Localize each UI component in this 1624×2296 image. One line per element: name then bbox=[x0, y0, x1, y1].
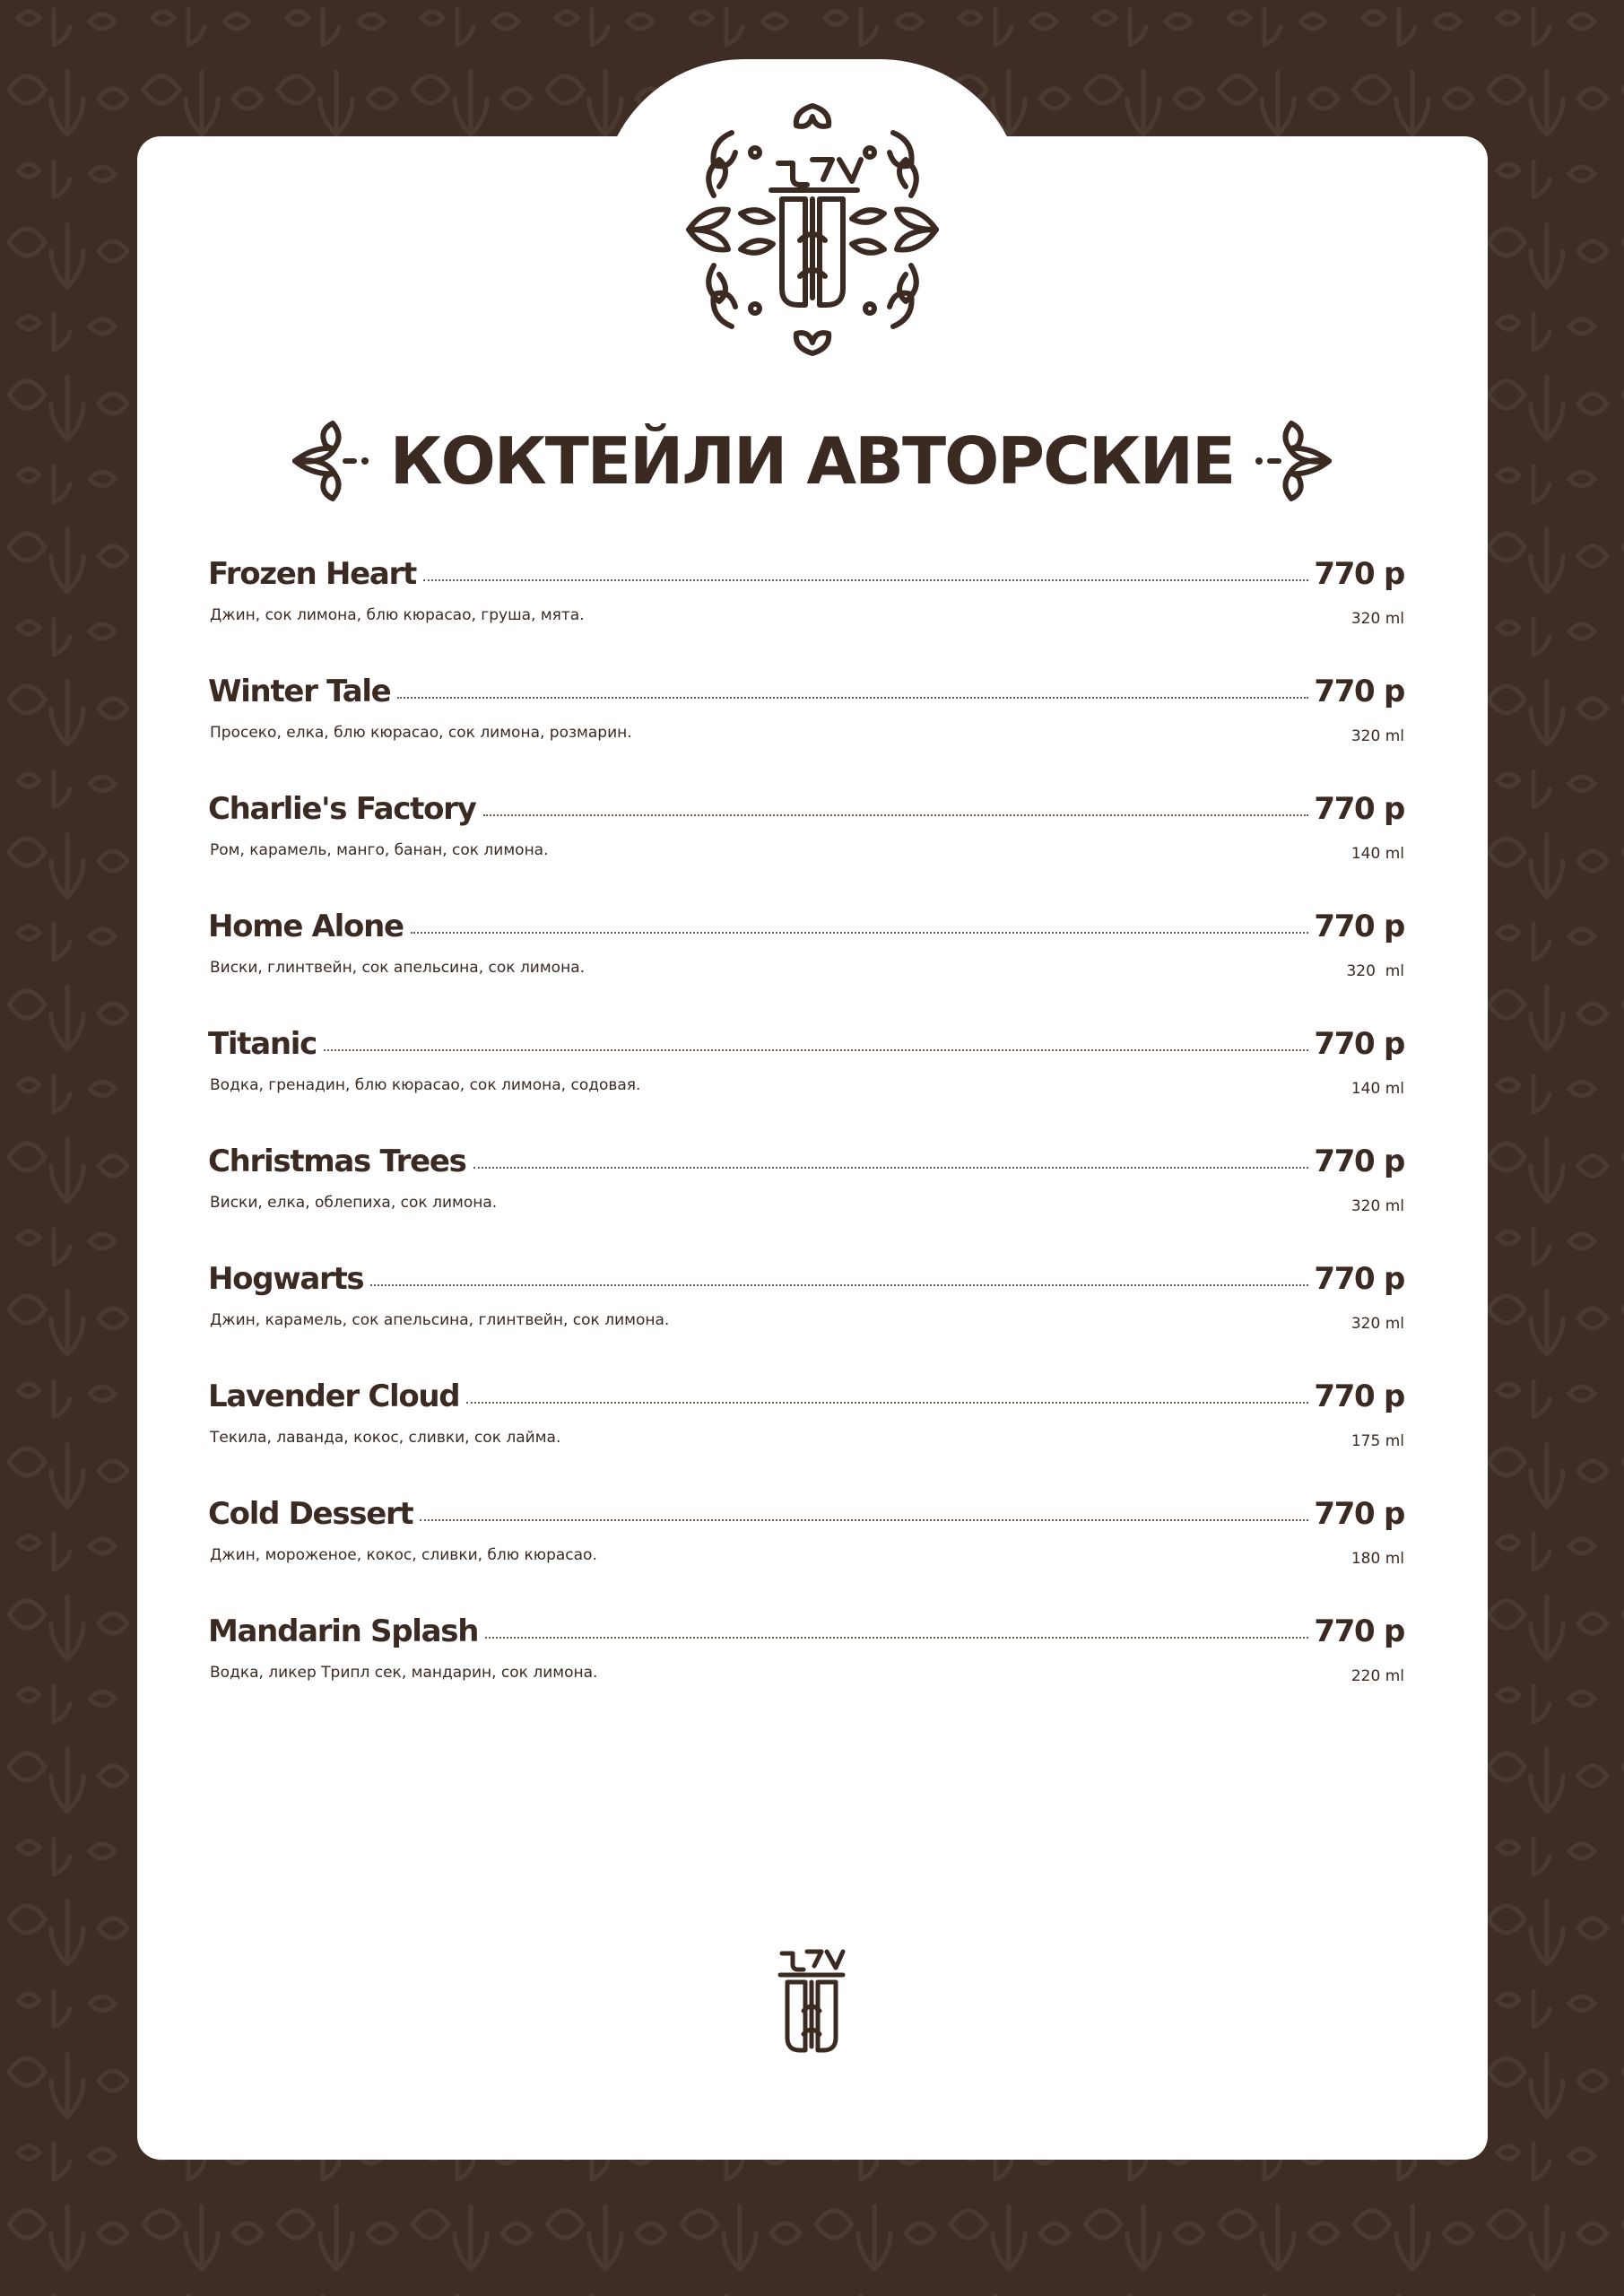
brand-emblem bbox=[678, 97, 947, 362]
item-volume: 320 ml bbox=[1350, 610, 1404, 628]
item-description: Виски, глинтвейн, сок апельсина, сок лимона. bbox=[210, 959, 586, 977]
item-price: 770 р bbox=[1314, 1613, 1404, 1649]
item-volume: 140 ml bbox=[1350, 845, 1404, 863]
menu-list bbox=[208, 556, 1404, 1731]
item-price: 770 р bbox=[1314, 556, 1404, 592]
item-name: Frozen Heart bbox=[208, 556, 416, 592]
item-volume: 180 ml bbox=[1350, 1550, 1404, 1568]
dotted-leader bbox=[466, 1401, 1308, 1404]
dotted-leader bbox=[324, 1048, 1308, 1051]
dotted-leader bbox=[473, 1166, 1309, 1169]
menu-item bbox=[208, 909, 1404, 1026]
item-name: Home Alone bbox=[208, 909, 404, 944]
item-name: Christmas Trees bbox=[208, 1144, 466, 1179]
item-name: Cold Dessert bbox=[208, 1496, 413, 1532]
ornament-icon bbox=[290, 414, 370, 508]
item-description: Виски, елка, облепиха, сок лимона. bbox=[210, 1194, 498, 1212]
menu-item bbox=[208, 1144, 1404, 1261]
ornament-icon bbox=[1254, 414, 1334, 508]
item-price: 770 р bbox=[1314, 791, 1404, 827]
dotted-leader bbox=[370, 1283, 1308, 1286]
item-price: 770 р bbox=[1314, 674, 1404, 709]
item-name: Lavender Cloud bbox=[208, 1378, 460, 1414]
menu-item bbox=[208, 1261, 1404, 1378]
item-price: 770 р bbox=[1314, 909, 1404, 944]
item-price: 770 р bbox=[1314, 1496, 1404, 1532]
item-description: Джин, сок лимона, блю кюрасао, груша, мята. bbox=[210, 606, 585, 624]
dotted-leader bbox=[485, 1636, 1308, 1639]
menu-item bbox=[208, 1026, 1404, 1144]
item-price: 770 р bbox=[1314, 1261, 1404, 1297]
page-title: КОКТЕЙЛИ АВТОРСКИЕ bbox=[389, 423, 1235, 499]
menu-item bbox=[208, 791, 1404, 909]
item-description: Просеко, елка, блю кюрасао, сок лимона, розмарин. bbox=[210, 724, 632, 742]
menu-item bbox=[208, 674, 1404, 791]
item-name: Winter Tale bbox=[208, 674, 391, 709]
item-description: Водка, ликер Трипл сек, мандарин, сок лимона. bbox=[210, 1664, 598, 1682]
dotted-leader bbox=[411, 931, 1309, 934]
item-description: Джин, мороженое, кокос, сливки, блю кюрасао. bbox=[210, 1546, 597, 1564]
item-volume: 320 ml bbox=[1350, 1197, 1404, 1215]
dotted-leader bbox=[420, 1518, 1308, 1521]
item-description: Текила, лаванда, кокос, сливки, сок лайма. bbox=[210, 1429, 561, 1447]
item-name: Hogwarts bbox=[208, 1261, 364, 1297]
item-price: 770 р bbox=[1314, 1144, 1404, 1179]
dotted-leader bbox=[423, 578, 1308, 581]
menu-item bbox=[208, 1378, 1404, 1496]
item-name: Titanic bbox=[208, 1026, 317, 1062]
item-volume: 320 ml bbox=[1350, 727, 1404, 745]
item-description: Ром, карамель, манго, банан, сок лимона. bbox=[210, 841, 549, 859]
item-name: Charlie's Factory bbox=[208, 791, 476, 827]
brand-monogram bbox=[777, 1948, 847, 2059]
dotted-leader bbox=[397, 696, 1308, 699]
item-description: Джин, карамель, сок апельсина, глинтвейн, сок лимона. bbox=[210, 1311, 670, 1329]
item-volume: 320 ml bbox=[1346, 962, 1404, 980]
item-price: 770 р bbox=[1314, 1026, 1404, 1062]
item-volume: 140 ml bbox=[1350, 1080, 1404, 1098]
item-volume: 175 ml bbox=[1350, 1432, 1404, 1450]
item-volume: 320 ml bbox=[1350, 1315, 1404, 1333]
menu-item bbox=[208, 556, 1404, 674]
item-price: 770 р bbox=[1314, 1378, 1404, 1414]
item-name: Mandarin Splash bbox=[208, 1613, 479, 1649]
item-volume: 220 ml bbox=[1350, 1667, 1404, 1685]
item-description: Водка, гренадин, блю кюрасао, сок лимона, содовая. bbox=[210, 1076, 641, 1094]
dotted-leader bbox=[483, 813, 1309, 816]
menu-item bbox=[208, 1496, 1404, 1613]
menu-item bbox=[208, 1613, 1404, 1731]
menu-heading bbox=[0, 414, 1624, 508]
